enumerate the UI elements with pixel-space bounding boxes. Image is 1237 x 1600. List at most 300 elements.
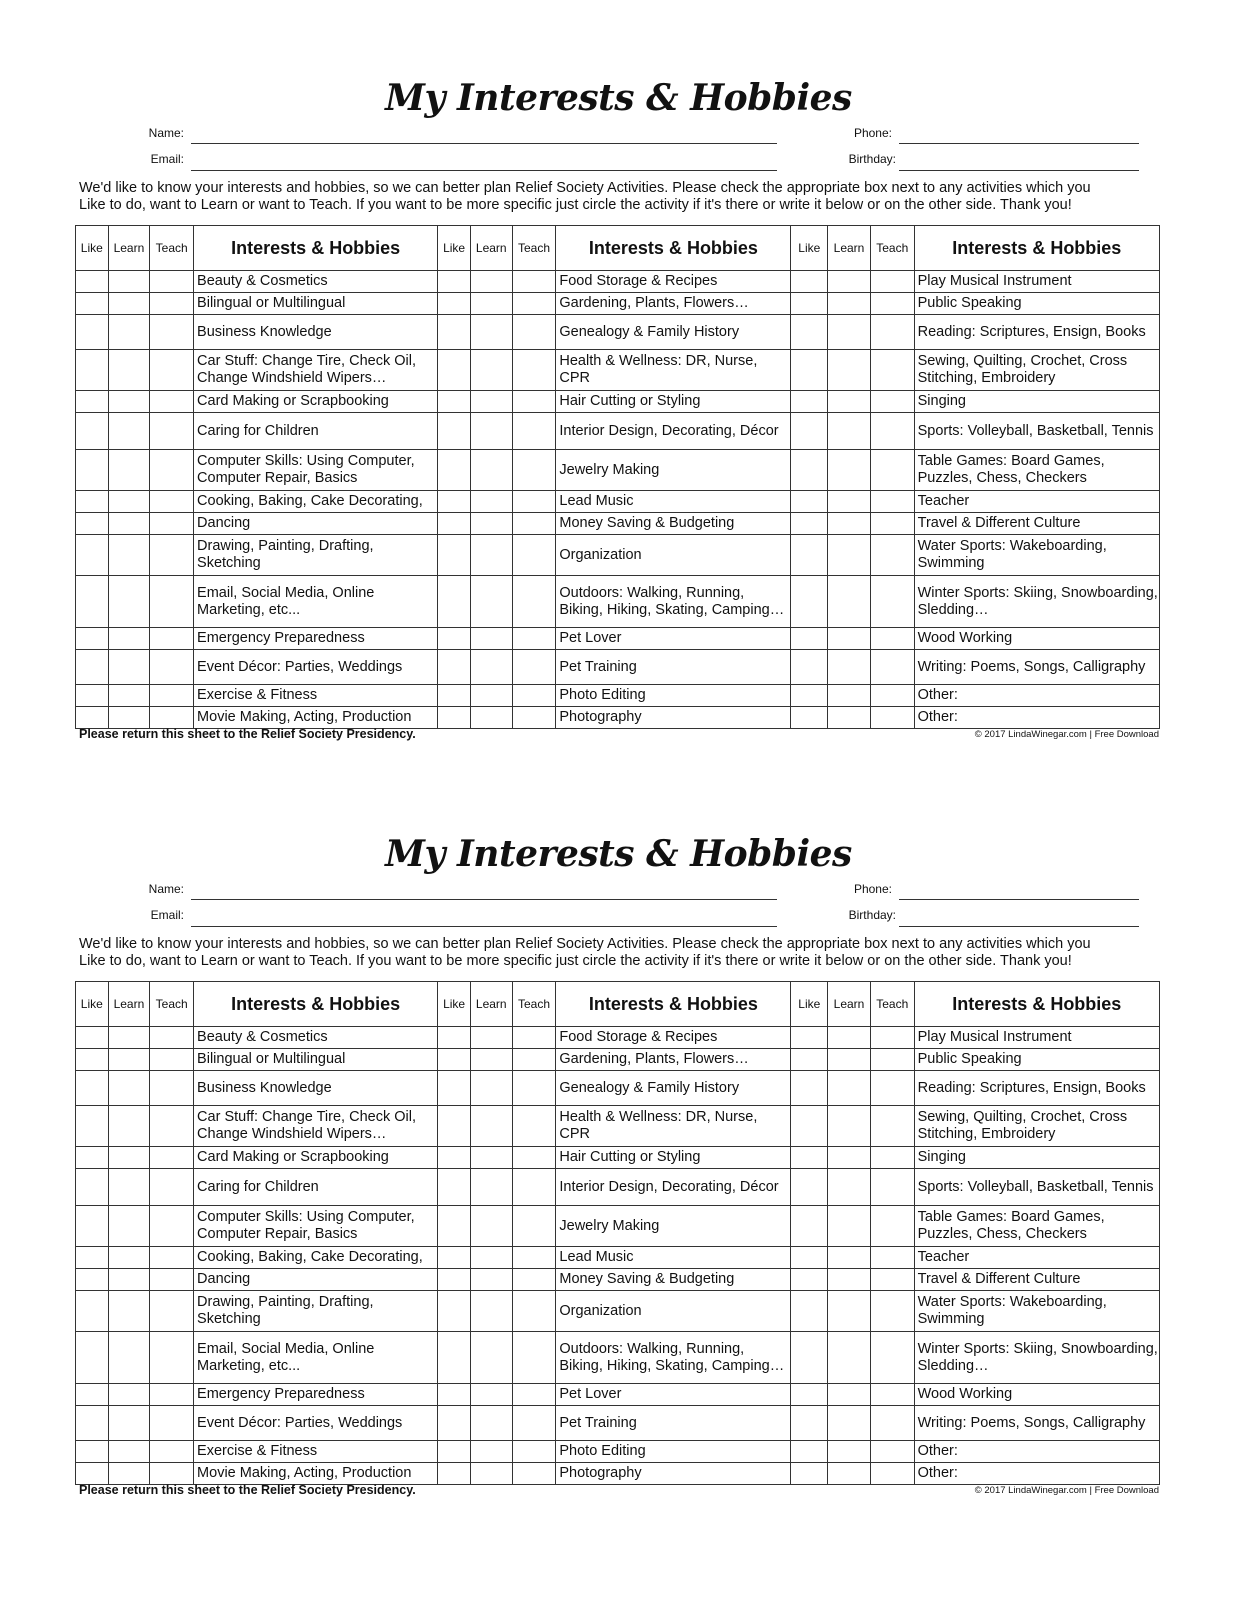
teach-checkbox[interactable] xyxy=(150,413,194,450)
teach-checkbox[interactable] xyxy=(870,315,914,350)
like-checkbox[interactable] xyxy=(76,1027,109,1049)
like-checkbox[interactable] xyxy=(438,1106,471,1147)
like-checkbox[interactable] xyxy=(791,1463,828,1485)
like-checkbox[interactable] xyxy=(438,413,471,450)
teach-checkbox[interactable] xyxy=(870,1441,914,1463)
phone-input-line[interactable] xyxy=(899,899,1139,900)
learn-checkbox[interactable] xyxy=(828,391,871,413)
teach-checkbox[interactable] xyxy=(870,1206,914,1247)
learn-checkbox[interactable] xyxy=(828,1027,871,1049)
like-checkbox[interactable] xyxy=(438,1269,471,1291)
teach-checkbox[interactable] xyxy=(512,450,556,491)
learn-checkbox[interactable] xyxy=(828,1071,871,1106)
like-checkbox[interactable] xyxy=(438,350,471,391)
interest-label: Wood Working xyxy=(914,628,1159,650)
teach-checkbox[interactable] xyxy=(150,650,194,685)
teach-checkbox[interactable] xyxy=(870,513,914,535)
like-checkbox[interactable] xyxy=(438,576,471,628)
teach-checkbox[interactable] xyxy=(150,271,194,293)
teach-checkbox[interactable] xyxy=(150,535,194,576)
teach-checkbox[interactable] xyxy=(150,1071,194,1106)
learn-checkbox[interactable] xyxy=(108,1169,150,1206)
teach-checkbox[interactable] xyxy=(150,707,194,729)
learn-checkbox[interactable] xyxy=(828,576,871,628)
learn-checkbox[interactable] xyxy=(470,1169,512,1206)
name-input-line[interactable] xyxy=(191,899,777,900)
learn-checkbox[interactable] xyxy=(470,707,512,729)
learn-checkbox[interactable] xyxy=(108,650,150,685)
like-checkbox[interactable] xyxy=(438,1247,471,1269)
like-checkbox[interactable] xyxy=(791,535,828,576)
learn-checkbox[interactable] xyxy=(828,350,871,391)
teach-checkbox[interactable] xyxy=(870,1269,914,1291)
learn-checkbox[interactable] xyxy=(470,1406,512,1441)
interest-label: Computer Skills: Using Computer, Computer Repair, Basics xyxy=(194,450,438,491)
teach-checkbox[interactable] xyxy=(512,576,556,628)
like-checkbox[interactable] xyxy=(76,350,109,391)
learn-checkbox[interactable] xyxy=(828,650,871,685)
like-checkbox[interactable] xyxy=(76,1206,109,1247)
learn-checkbox[interactable] xyxy=(108,1206,150,1247)
like-checkbox[interactable] xyxy=(438,271,471,293)
like-checkbox[interactable] xyxy=(438,1147,471,1169)
teach-checkbox[interactable] xyxy=(150,1332,194,1384)
learn-checkbox[interactable] xyxy=(828,1106,871,1147)
teach-checkbox[interactable] xyxy=(512,413,556,450)
learn-checkbox[interactable] xyxy=(108,1049,150,1071)
teach-checkbox[interactable] xyxy=(150,1269,194,1291)
teach-checkbox[interactable] xyxy=(512,1291,556,1332)
like-checkbox[interactable] xyxy=(791,315,828,350)
table-row xyxy=(76,391,1160,413)
like-checkbox[interactable] xyxy=(438,491,471,513)
learn-checkbox[interactable] xyxy=(470,1247,512,1269)
learn-header: Learn xyxy=(108,982,150,1027)
teach-checkbox[interactable] xyxy=(150,1406,194,1441)
learn-checkbox[interactable] xyxy=(108,271,150,293)
birthday-input-line[interactable] xyxy=(899,170,1139,171)
learn-checkbox[interactable] xyxy=(470,1049,512,1071)
like-checkbox[interactable] xyxy=(438,1291,471,1332)
like-checkbox[interactable] xyxy=(438,1027,471,1049)
like-checkbox[interactable] xyxy=(438,650,471,685)
like-checkbox[interactable] xyxy=(438,685,471,707)
teach-checkbox[interactable] xyxy=(150,391,194,413)
intro-line: We'd like to know your interests and hobbies, so we can better plan Relief Society Activities. Please check the appropriate box next to any activities which you xyxy=(79,180,1091,196)
birthday-input-line[interactable] xyxy=(899,926,1139,927)
like-checkbox[interactable] xyxy=(438,293,471,315)
learn-checkbox[interactable] xyxy=(108,576,150,628)
teach-checkbox[interactable] xyxy=(870,628,914,650)
learn-checkbox[interactable] xyxy=(828,491,871,513)
like-checkbox[interactable] xyxy=(791,1027,828,1049)
learn-checkbox[interactable] xyxy=(470,391,512,413)
teach-checkbox[interactable] xyxy=(150,315,194,350)
learn-checkbox[interactable] xyxy=(828,1332,871,1384)
teach-checkbox[interactable] xyxy=(150,513,194,535)
like-checkbox[interactable] xyxy=(76,271,109,293)
teach-checkbox[interactable] xyxy=(150,1049,194,1071)
interest-label: Beauty & Cosmetics xyxy=(194,271,438,293)
teach-checkbox[interactable] xyxy=(150,1247,194,1269)
teach-checkbox[interactable] xyxy=(512,707,556,729)
teach-checkbox[interactable] xyxy=(150,1169,194,1206)
learn-checkbox[interactable] xyxy=(470,628,512,650)
learn-checkbox[interactable] xyxy=(470,1332,512,1384)
learn-checkbox[interactable] xyxy=(470,1206,512,1247)
learn-checkbox[interactable] xyxy=(108,1269,150,1291)
learn-checkbox[interactable] xyxy=(108,315,150,350)
teach-checkbox[interactable] xyxy=(870,1027,914,1049)
teach-header: Teach xyxy=(512,226,556,271)
interest-label: Health & Wellness: DR, Nurse, CPR xyxy=(556,1106,791,1147)
learn-checkbox[interactable] xyxy=(470,1147,512,1169)
interest-label: Sewing, Quilting, Crochet, Cross Stitching, Embroidery xyxy=(914,1106,1159,1147)
teach-checkbox[interactable] xyxy=(870,1071,914,1106)
teach-checkbox[interactable] xyxy=(512,491,556,513)
teach-checkbox[interactable] xyxy=(150,576,194,628)
like-checkbox[interactable] xyxy=(438,1332,471,1384)
interest-label: Reading: Scriptures, Ensign, Books xyxy=(914,1071,1159,1106)
learn-checkbox[interactable] xyxy=(108,1071,150,1106)
teach-checkbox[interactable] xyxy=(870,450,914,491)
learn-checkbox[interactable] xyxy=(108,1463,150,1485)
learn-checkbox[interactable] xyxy=(828,1441,871,1463)
learn-checkbox[interactable] xyxy=(108,293,150,315)
interests-header: Interests & Hobbies xyxy=(556,982,791,1027)
learn-checkbox[interactable] xyxy=(108,685,150,707)
teach-checkbox[interactable] xyxy=(870,1463,914,1485)
like-checkbox[interactable] xyxy=(438,450,471,491)
like-checkbox[interactable] xyxy=(438,1406,471,1441)
like-checkbox[interactable] xyxy=(76,450,109,491)
teach-checkbox[interactable] xyxy=(512,1206,556,1247)
learn-checkbox[interactable] xyxy=(108,413,150,450)
like-checkbox[interactable] xyxy=(791,1169,828,1206)
teach-checkbox[interactable] xyxy=(870,1247,914,1269)
like-checkbox[interactable] xyxy=(791,1147,828,1169)
like-checkbox[interactable] xyxy=(76,1269,109,1291)
learn-checkbox[interactable] xyxy=(828,1463,871,1485)
like-checkbox[interactable] xyxy=(791,1332,828,1384)
like-checkbox[interactable] xyxy=(791,1106,828,1147)
learn-checkbox[interactable] xyxy=(108,450,150,491)
teach-checkbox[interactable] xyxy=(512,391,556,413)
teach-checkbox[interactable] xyxy=(870,271,914,293)
like-checkbox[interactable] xyxy=(76,1332,109,1384)
like-checkbox[interactable] xyxy=(76,1247,109,1269)
learn-checkbox[interactable] xyxy=(470,685,512,707)
interest-label: Cooking, Baking, Cake Decorating, xyxy=(194,491,438,513)
like-checkbox[interactable] xyxy=(438,513,471,535)
teach-checkbox[interactable] xyxy=(870,1147,914,1169)
teach-checkbox[interactable] xyxy=(512,650,556,685)
learn-checkbox[interactable] xyxy=(108,1384,150,1406)
like-checkbox[interactable] xyxy=(76,1441,109,1463)
like-checkbox[interactable] xyxy=(791,450,828,491)
learn-checkbox[interactable] xyxy=(470,1291,512,1332)
like-checkbox[interactable] xyxy=(76,315,109,350)
interest-label: Jewelry Making xyxy=(556,1206,791,1247)
learn-checkbox[interactable] xyxy=(108,1441,150,1463)
teach-checkbox[interactable] xyxy=(512,628,556,650)
learn-checkbox[interactable] xyxy=(470,650,512,685)
teach-checkbox[interactable] xyxy=(150,1027,194,1049)
teach-checkbox[interactable] xyxy=(150,1384,194,1406)
learn-checkbox[interactable] xyxy=(470,293,512,315)
like-checkbox[interactable] xyxy=(438,1206,471,1247)
teach-checkbox[interactable] xyxy=(150,1147,194,1169)
learn-checkbox[interactable] xyxy=(108,1291,150,1332)
teach-checkbox[interactable] xyxy=(150,450,194,491)
like-checkbox[interactable] xyxy=(438,1463,471,1485)
teach-checkbox[interactable] xyxy=(512,535,556,576)
teach-checkbox[interactable] xyxy=(512,1027,556,1049)
like-checkbox[interactable] xyxy=(76,628,109,650)
teach-checkbox[interactable] xyxy=(870,413,914,450)
like-checkbox[interactable] xyxy=(76,576,109,628)
learn-checkbox[interactable] xyxy=(828,271,871,293)
interest-label: Money Saving & Budgeting xyxy=(556,513,791,535)
teach-checkbox[interactable] xyxy=(512,315,556,350)
learn-checkbox[interactable] xyxy=(828,450,871,491)
learn-checkbox[interactable] xyxy=(108,1406,150,1441)
teach-checkbox[interactable] xyxy=(870,707,914,729)
teach-checkbox[interactable] xyxy=(512,350,556,391)
teach-checkbox[interactable] xyxy=(870,1406,914,1441)
like-checkbox[interactable] xyxy=(76,1049,109,1071)
like-checkbox[interactable] xyxy=(791,1071,828,1106)
learn-checkbox[interactable] xyxy=(828,1206,871,1247)
teach-checkbox[interactable] xyxy=(512,1049,556,1071)
like-checkbox[interactable] xyxy=(438,707,471,729)
teach-checkbox[interactable] xyxy=(150,1291,194,1332)
teach-checkbox[interactable] xyxy=(870,391,914,413)
learn-checkbox[interactable] xyxy=(108,535,150,576)
like-checkbox[interactable] xyxy=(791,1049,828,1071)
teach-checkbox[interactable] xyxy=(512,1106,556,1147)
like-checkbox[interactable] xyxy=(438,628,471,650)
like-checkbox[interactable] xyxy=(791,413,828,450)
learn-checkbox[interactable] xyxy=(470,513,512,535)
like-checkbox[interactable] xyxy=(76,293,109,315)
like-checkbox[interactable] xyxy=(438,1169,471,1206)
learn-checkbox[interactable] xyxy=(828,1049,871,1071)
interest-label: Money Saving & Budgeting xyxy=(556,1269,791,1291)
learn-checkbox[interactable] xyxy=(108,513,150,535)
like-checkbox[interactable] xyxy=(791,1406,828,1441)
learn-checkbox[interactable] xyxy=(828,1247,871,1269)
learn-checkbox[interactable] xyxy=(108,707,150,729)
like-checkbox[interactable] xyxy=(791,1206,828,1247)
teach-checkbox[interactable] xyxy=(512,1147,556,1169)
like-checkbox[interactable] xyxy=(76,1463,109,1485)
like-checkbox[interactable] xyxy=(76,413,109,450)
like-checkbox[interactable] xyxy=(76,650,109,685)
learn-checkbox[interactable] xyxy=(470,1269,512,1291)
learn-checkbox[interactable] xyxy=(828,1269,871,1291)
teach-checkbox[interactable] xyxy=(512,1463,556,1485)
teach-checkbox[interactable] xyxy=(512,1247,556,1269)
learn-checkbox[interactable] xyxy=(828,1384,871,1406)
teach-checkbox[interactable] xyxy=(870,1169,914,1206)
learn-checkbox[interactable] xyxy=(470,1384,512,1406)
like-checkbox[interactable] xyxy=(438,1441,471,1463)
like-checkbox[interactable] xyxy=(76,1291,109,1332)
teach-checkbox[interactable] xyxy=(512,1441,556,1463)
like-checkbox[interactable] xyxy=(791,491,828,513)
like-checkbox[interactable] xyxy=(76,1147,109,1169)
learn-checkbox[interactable] xyxy=(108,1332,150,1384)
teach-checkbox[interactable] xyxy=(870,1384,914,1406)
interest-label: Pet Lover xyxy=(556,1384,791,1406)
learn-checkbox[interactable] xyxy=(108,1147,150,1169)
teach-checkbox[interactable] xyxy=(150,685,194,707)
teach-checkbox[interactable] xyxy=(870,576,914,628)
email-input-line[interactable] xyxy=(191,926,777,927)
like-checkbox[interactable] xyxy=(791,707,828,729)
interest-label: Cooking, Baking, Cake Decorating, xyxy=(194,1247,438,1269)
like-checkbox[interactable] xyxy=(438,1384,471,1406)
learn-checkbox[interactable] xyxy=(470,1463,512,1485)
learn-checkbox[interactable] xyxy=(108,628,150,650)
learn-checkbox[interactable] xyxy=(828,1169,871,1206)
like-checkbox[interactable] xyxy=(76,1384,109,1406)
like-checkbox[interactable] xyxy=(791,391,828,413)
teach-checkbox[interactable] xyxy=(512,1169,556,1206)
learn-checkbox[interactable] xyxy=(470,350,512,391)
teach-checkbox[interactable] xyxy=(870,491,914,513)
like-checkbox[interactable] xyxy=(791,576,828,628)
like-checkbox[interactable] xyxy=(76,535,109,576)
learn-checkbox[interactable] xyxy=(470,1441,512,1463)
learn-checkbox[interactable] xyxy=(108,391,150,413)
learn-checkbox[interactable] xyxy=(470,450,512,491)
teach-checkbox[interactable] xyxy=(512,513,556,535)
learn-checkbox[interactable] xyxy=(108,350,150,391)
learn-checkbox[interactable] xyxy=(828,513,871,535)
teach-checkbox[interactable] xyxy=(512,1071,556,1106)
teach-checkbox[interactable] xyxy=(150,628,194,650)
teach-checkbox[interactable] xyxy=(150,1441,194,1463)
learn-checkbox[interactable] xyxy=(108,491,150,513)
like-checkbox[interactable] xyxy=(791,1269,828,1291)
learn-checkbox[interactable] xyxy=(470,535,512,576)
email-input-line[interactable] xyxy=(191,170,777,171)
interests-header: Interests & Hobbies xyxy=(914,226,1159,271)
learn-checkbox[interactable] xyxy=(470,413,512,450)
like-checkbox[interactable] xyxy=(791,628,828,650)
learn-checkbox[interactable] xyxy=(108,1247,150,1269)
teach-checkbox[interactable] xyxy=(512,1332,556,1384)
learn-checkbox[interactable] xyxy=(828,707,871,729)
teach-checkbox[interactable] xyxy=(150,1106,194,1147)
like-checkbox[interactable] xyxy=(76,1406,109,1441)
name-input-line[interactable] xyxy=(191,143,777,144)
learn-checkbox[interactable] xyxy=(108,1106,150,1147)
like-checkbox[interactable] xyxy=(76,1169,109,1206)
teach-checkbox[interactable] xyxy=(870,1332,914,1384)
teach-checkbox[interactable] xyxy=(150,1206,194,1247)
phone-input-line[interactable] xyxy=(899,143,1139,144)
like-checkbox[interactable] xyxy=(438,1071,471,1106)
like-checkbox[interactable] xyxy=(791,1384,828,1406)
like-checkbox[interactable] xyxy=(791,293,828,315)
learn-checkbox[interactable] xyxy=(470,1027,512,1049)
learn-checkbox[interactable] xyxy=(470,315,512,350)
teach-checkbox[interactable] xyxy=(870,1106,914,1147)
teach-checkbox[interactable] xyxy=(870,1291,914,1332)
teach-checkbox[interactable] xyxy=(150,293,194,315)
like-checkbox[interactable] xyxy=(76,685,109,707)
like-checkbox[interactable] xyxy=(438,391,471,413)
teach-checkbox[interactable] xyxy=(512,1406,556,1441)
teach-checkbox[interactable] xyxy=(512,1269,556,1291)
teach-checkbox[interactable] xyxy=(512,293,556,315)
teach-checkbox[interactable] xyxy=(870,350,914,391)
learn-checkbox[interactable] xyxy=(828,413,871,450)
teach-checkbox[interactable] xyxy=(870,1049,914,1071)
learn-checkbox[interactable] xyxy=(470,576,512,628)
learn-checkbox[interactable] xyxy=(828,535,871,576)
like-checkbox[interactable] xyxy=(76,513,109,535)
teach-checkbox[interactable] xyxy=(870,685,914,707)
like-checkbox[interactable] xyxy=(791,1291,828,1332)
interest-label: Event Décor: Parties, Weddings xyxy=(194,1406,438,1441)
teach-checkbox[interactable] xyxy=(512,685,556,707)
like-checkbox[interactable] xyxy=(791,1441,828,1463)
learn-checkbox[interactable] xyxy=(828,1147,871,1169)
learn-checkbox[interactable] xyxy=(828,685,871,707)
learn-checkbox[interactable] xyxy=(470,271,512,293)
like-checkbox[interactable] xyxy=(791,650,828,685)
learn-checkbox[interactable] xyxy=(828,1291,871,1332)
teach-checkbox[interactable] xyxy=(150,1463,194,1485)
like-checkbox[interactable] xyxy=(438,535,471,576)
like-checkbox[interactable] xyxy=(791,513,828,535)
learn-checkbox[interactable] xyxy=(828,628,871,650)
like-checkbox[interactable] xyxy=(791,685,828,707)
like-checkbox[interactable] xyxy=(438,1049,471,1071)
learn-checkbox[interactable] xyxy=(828,1406,871,1441)
teach-checkbox[interactable] xyxy=(512,271,556,293)
learn-checkbox[interactable] xyxy=(470,491,512,513)
learn-checkbox[interactable] xyxy=(828,315,871,350)
like-checkbox[interactable] xyxy=(438,315,471,350)
like-checkbox[interactable] xyxy=(76,491,109,513)
teach-checkbox[interactable] xyxy=(512,1384,556,1406)
copyright-notice: © 2017 LindaWinegar.com | Free Download xyxy=(974,1485,1159,1496)
learn-checkbox[interactable] xyxy=(828,293,871,315)
learn-checkbox[interactable] xyxy=(470,1106,512,1147)
interest-label: Photo Editing xyxy=(556,1441,791,1463)
like-checkbox[interactable] xyxy=(76,1106,109,1147)
teach-checkbox[interactable] xyxy=(870,650,914,685)
like-checkbox[interactable] xyxy=(791,271,828,293)
like-checkbox[interactable] xyxy=(791,350,828,391)
teach-checkbox[interactable] xyxy=(150,350,194,391)
like-checkbox[interactable] xyxy=(76,1071,109,1106)
like-checkbox[interactable] xyxy=(791,1247,828,1269)
interest-label: Card Making or Scrapbooking xyxy=(194,1147,438,1169)
teach-checkbox[interactable] xyxy=(870,535,914,576)
learn-checkbox[interactable] xyxy=(108,1027,150,1049)
teach-checkbox[interactable] xyxy=(870,293,914,315)
teach-checkbox[interactable] xyxy=(150,491,194,513)
learn-checkbox[interactable] xyxy=(470,1071,512,1106)
like-checkbox[interactable] xyxy=(76,391,109,413)
like-checkbox[interactable] xyxy=(76,707,109,729)
